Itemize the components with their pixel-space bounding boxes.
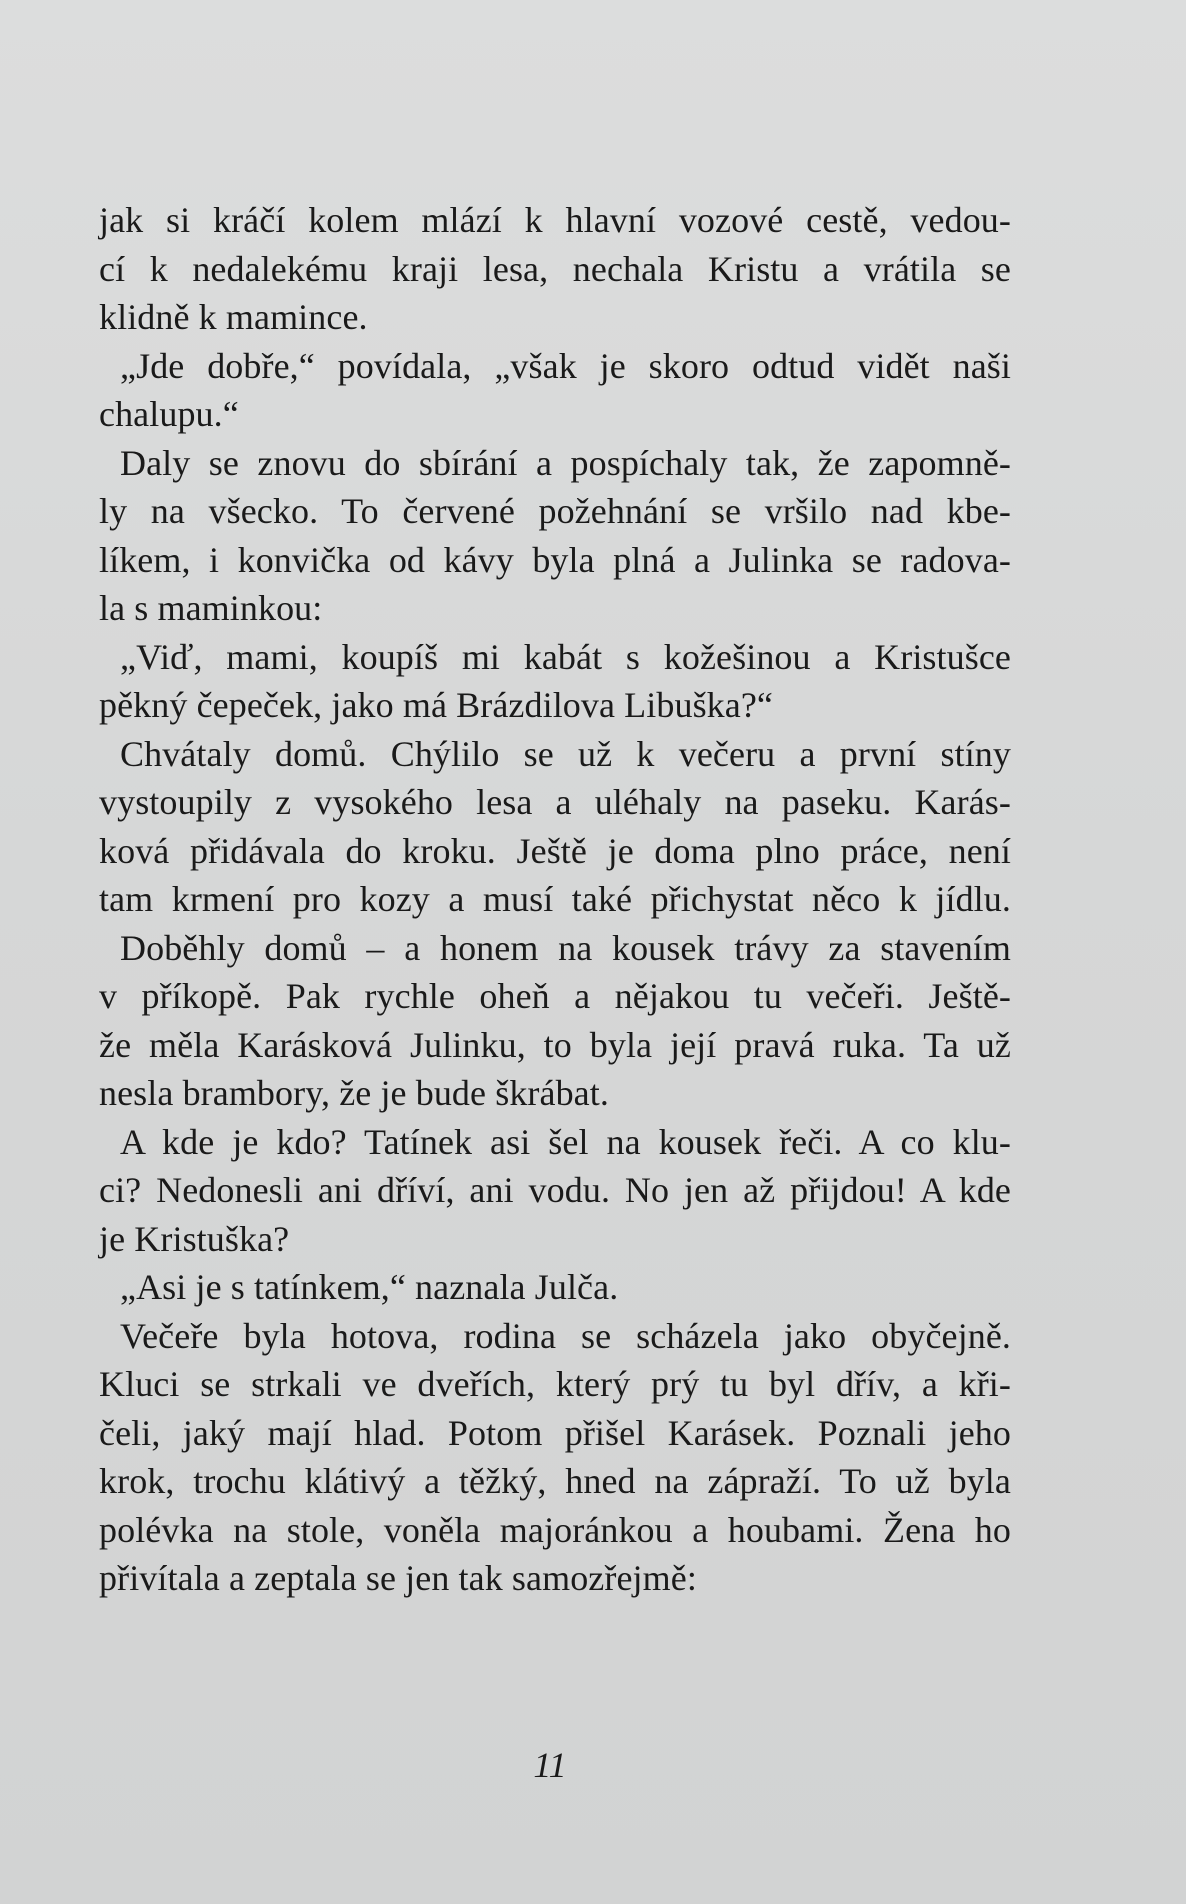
text-line: čeli, jaký mají hlad. Potom přišel Karásek. Poznali jeho	[99, 1412, 1011, 1453]
page-number: 11	[533, 1745, 567, 1785]
text-line: klidně k mamince.	[99, 297, 368, 337]
text-line: Večeře byla hotova, rodina se scházela jako obyčejně.	[120, 1315, 1011, 1356]
text-line: krok, trochu klátivý a těžký, hned na zápraží. To už byla	[99, 1461, 1011, 1501]
text-line: je Kristuška?	[99, 1218, 290, 1259]
text-line: cí k nedalekému kraji lesa, nechala Kristu a vrátila se	[99, 248, 1011, 289]
text-line: Doběhly domů – a honem na kousek trávy za stavením	[120, 927, 1011, 968]
text-line: jak si kráčí kolem mlází k hlavní vozové cestě, vedou-	[99, 200, 1011, 240]
text-line: Chvátaly domů. Chýlilo se už k večeru a první stíny	[120, 733, 1011, 774]
text-line: „Asi je s tatínkem,“ naznala Julča.	[120, 1267, 619, 1307]
text-line: ci? Nedonesli ani dříví, ani vodu. No jen až přijdou! A kde	[99, 1170, 1011, 1210]
text-line: polévka na stole, voněla majoránkou a houbami. Žena ho	[99, 1509, 1011, 1550]
text-line: Daly se znovu do sbírání a pospíchaly tak, že zapomně-	[120, 442, 1011, 483]
text-line: že měla Karásková Julinku, to byla její pravá ruka. Ta už	[99, 1024, 1011, 1065]
text-line: nesla brambory, že je bude škrábat.	[99, 1073, 609, 1113]
text-line: chalupu.“	[99, 394, 239, 434]
text-line: ková přidávala do kroku. Ještě je doma plno práce, není	[99, 830, 1011, 871]
text-line: tam krmení pro kozy a musí také přichystat něco k jídlu.	[99, 879, 1011, 919]
text-line: vystoupily z vysokého lesa a uléhaly na paseku. Karás-	[99, 782, 1011, 822]
text-line: ly na všecko. To červené požehnání se vršilo nad kbe-	[99, 491, 1011, 531]
text-line: pěkný čepeček, jako má Brázdilova Libuška?“	[99, 685, 774, 725]
text-line: A kde je kdo? Tatínek asi šel na kousek řeči. A co klu-	[120, 1121, 1011, 1162]
text-line: Kluci se strkali ve dveřích, který prý tu byl dřív, a kři-	[99, 1364, 1011, 1404]
text-line: „Viď, mami, koupíš mi kabát s kožešinou a Kristušce	[120, 636, 1011, 677]
text-line: v příkopě. Pak rychle oheň a nějakou tu večeři. Ještě-	[99, 976, 1011, 1016]
text-line: la s maminkou:	[99, 588, 323, 628]
text-line: „Jde dobře,“ povídala, „však je skoro odtud vidět naši	[120, 345, 1011, 386]
text-line: líkem, i konvička od kávy byla plná a Julinka se radova-	[99, 539, 1011, 580]
body-text	[99, 196, 1011, 1603]
text-line: přivítala a zeptala se jen tak samozřejmě:	[99, 1558, 697, 1598]
